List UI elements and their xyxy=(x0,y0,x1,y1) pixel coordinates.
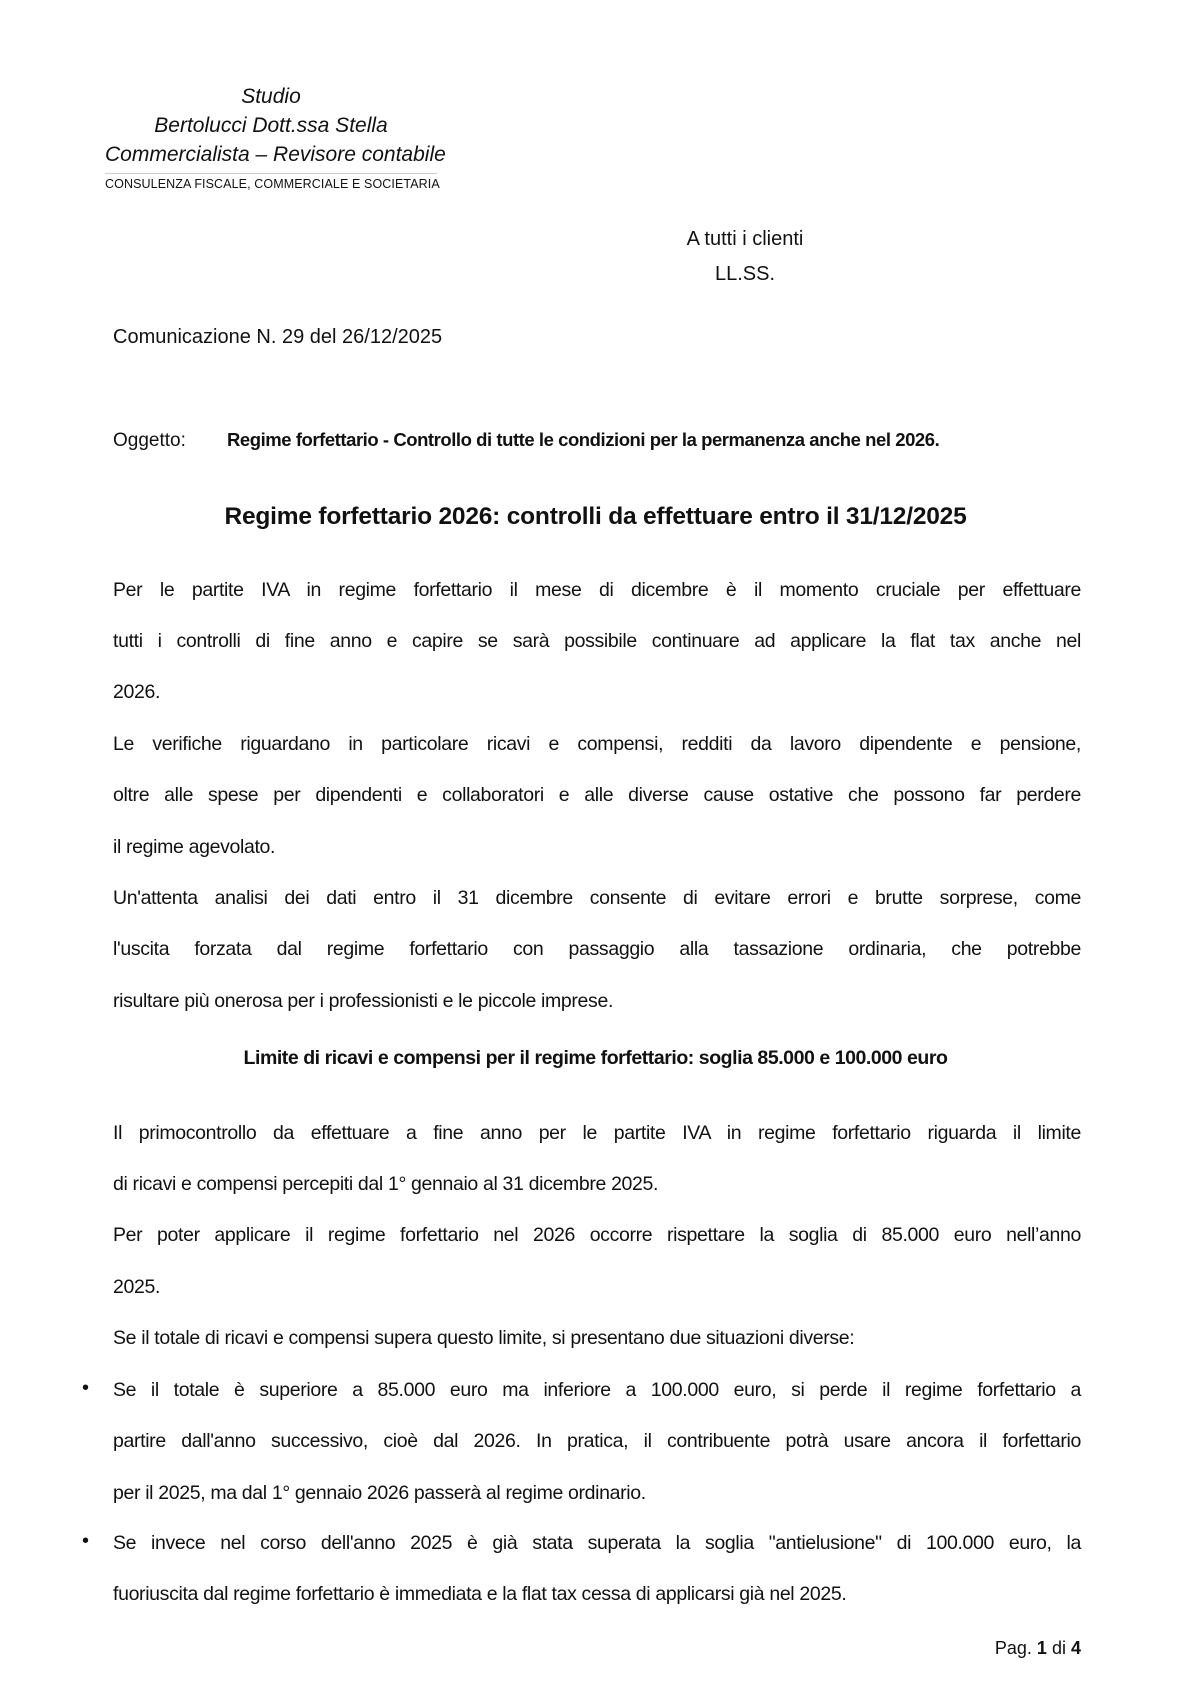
document-title: Regime forfettario 2026: controlli da effettuare entro il 31/12/2025 xyxy=(224,503,967,530)
letterhead-services: CONSULENZA FISCALE, COMMERCIALE E SOCIETARIA xyxy=(105,177,440,191)
bullet-line: per il 2025, ma dal 1° gennaio 2026 passerà al regime ordinario. xyxy=(113,1482,646,1504)
bullet-icon: • xyxy=(82,1530,90,1552)
letterhead-profession: Commercialista – Revisore contabile xyxy=(105,143,446,166)
letterhead xyxy=(105,82,446,192)
subject-line xyxy=(113,429,939,452)
intro-line: il regime agevolato. xyxy=(113,836,276,858)
bullet-line: partire dall'anno successivo, cioè dal 2026. In pratica, il contribuente potrà usare ancora il forfettario xyxy=(113,1430,1081,1452)
section-title: Limite di ricavi e compensi per il regime forfettario: soglia 85.000 e 100.000 euro xyxy=(243,1047,948,1069)
page-prefix: Pag. xyxy=(994,1638,1032,1658)
page-current: 1 xyxy=(1036,1638,1047,1658)
section-line: 2025. xyxy=(113,1276,161,1298)
bullet-line: fuoriuscita dal regime forfettario è immediata e la flat tax cessa di applicarsi già nel 2025. xyxy=(113,1583,847,1605)
intro-line: l'uscita forzata dal regime forfettario con passaggio alla tassazione ordinaria, che potrebbe xyxy=(113,938,1081,960)
section-line: Il primocontrollo da effettuare a fine anno per le partite IVA in regime forfettario riguarda il limite xyxy=(113,1122,1081,1144)
intro-line: oltre alle spese per dipendenti e collaboratori e alle diverse cause ostative che possono far perdere xyxy=(113,784,1081,806)
communication-number: Comunicazione N. 29 del 26/12/2025 xyxy=(113,326,443,348)
subject-text: Regime forfettario - Controllo di tutte le condizioni per la permanenza anche nel 2026. xyxy=(227,429,940,450)
intro-line: risultare più onerosa per i professionisti e le piccole imprese. xyxy=(113,990,614,1012)
recipient-line-2: LL.SS. xyxy=(714,263,776,285)
subject-label: Oggetto: xyxy=(113,430,186,451)
intro-line: Un'attenta analisi dei dati entro il 31 dicembre consente di evitare errori e brutte sorprese, come xyxy=(113,887,1081,909)
recipient-block xyxy=(680,222,810,292)
letterhead-studio: Studio xyxy=(241,85,301,108)
intro-line: Le verifiche riguardano in particolare ricavi e compensi, redditi da lavoro dipendente e pensione, xyxy=(113,733,1081,755)
intro-line: tutti i controlli di fine anno e capire se sarà possibile continuare ad applicare la flat tax anche nel xyxy=(113,630,1081,652)
section-line: Per poter applicare il regime forfettario nel 2026 occorre rispettare la soglia di 85.000 euro nell’anno xyxy=(113,1224,1081,1246)
page-number xyxy=(995,1638,1081,1659)
recipient-line-1: A tutti i clienti xyxy=(686,228,804,250)
letterhead-divider xyxy=(105,173,437,174)
letterhead-name: Bertolucci Dott.ssa Stella xyxy=(154,114,388,137)
bullet-line: Se invece nel corso dell'anno 2025 è già stata superata la soglia "antielusione" di 100.000 euro, la xyxy=(113,1532,1081,1554)
page-total: 4 xyxy=(1070,1638,1081,1658)
bullet-line: Se il totale è superiore a 85.000 euro ma inferiore a 100.000 euro, si perde il regime forfettario a xyxy=(113,1379,1081,1401)
intro-line: Per le partite IVA in regime forfettario il mese di dicembre è il momento cruciale per effettuare xyxy=(113,579,1081,601)
bullet-icon: • xyxy=(82,1377,90,1399)
intro-line: 2026. xyxy=(113,681,161,703)
section-line: di ricavi e compensi percepiti dal 1° gennaio al 31 dicembre 2025. xyxy=(113,1173,659,1195)
page-separator: di xyxy=(1051,1638,1066,1658)
section-line: Se il totale di ricavi e compensi supera questo limite, si presentano due situazioni diverse: xyxy=(113,1327,855,1349)
